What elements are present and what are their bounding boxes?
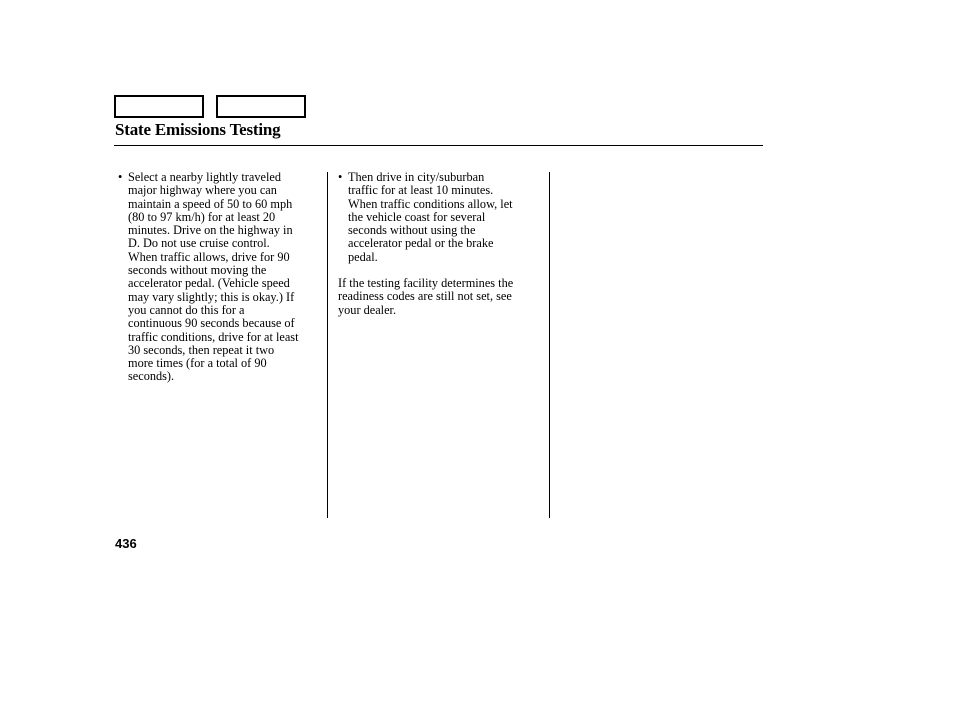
text-line: When traffic conditions allow, let (348, 196, 513, 211)
bullet-item-highway (118, 171, 323, 384)
bullet-marker: • (118, 170, 123, 184)
middle-column (338, 171, 540, 317)
bullet-text (128, 171, 323, 384)
text-line: 30 seconds, then repeat it two (128, 342, 275, 357)
text-line: seconds without using the (348, 223, 476, 238)
header-rule (114, 145, 763, 146)
text-line: you cannot do this for a (128, 302, 245, 317)
column-divider-2 (549, 172, 550, 518)
text-line: accelerator pedal or the brake (348, 236, 494, 251)
text-line: continuous 90 seconds because of (128, 316, 295, 331)
bullet-item-city (338, 171, 540, 264)
text-line: maintain a speed of 50 to 60 mph (128, 196, 293, 211)
page-number: 436 (115, 536, 137, 551)
nav-tab-1[interactable] (114, 95, 204, 118)
text-line: pedal. (348, 249, 378, 264)
text-line: major highway where you can (128, 183, 277, 198)
text-line: minutes. Drive on the highway in (128, 223, 293, 238)
text-line: may vary slightly; this is okay.) If (128, 289, 295, 304)
text-line: D. Do not use cruise control. (128, 236, 270, 251)
bullet-text (348, 171, 540, 264)
bullet-marker: • (338, 170, 343, 184)
text-line: Then drive in city/suburban (348, 170, 485, 184)
text-line: traffic for at least 10 minutes. (348, 183, 494, 198)
page-title: State Emissions Testing (115, 120, 281, 139)
text-line: seconds). (128, 369, 175, 384)
column-divider-1 (327, 172, 328, 518)
text-line: traffic conditions, drive for at least (128, 329, 299, 344)
text-line: (80 to 97 km/h) for at least 20 (128, 209, 276, 224)
left-column (118, 171, 323, 384)
text-line: Select a nearby lightly traveled (128, 170, 281, 184)
nav-tab-2[interactable] (216, 95, 306, 118)
text-line: readiness codes are still not set, see (338, 289, 512, 304)
text-line: your dealer. (338, 302, 397, 317)
text-line: more times (for a total of 90 (128, 356, 267, 371)
text-line: accelerator pedal. (Vehicle speed (128, 276, 290, 291)
dealer-paragraph (338, 277, 540, 317)
text-line: seconds without moving the (128, 263, 267, 278)
text-line: If the testing facility determines the (338, 276, 514, 291)
text-line: When traffic allows, drive for 90 (128, 249, 290, 264)
text-line: the vehicle coast for several (348, 209, 486, 224)
